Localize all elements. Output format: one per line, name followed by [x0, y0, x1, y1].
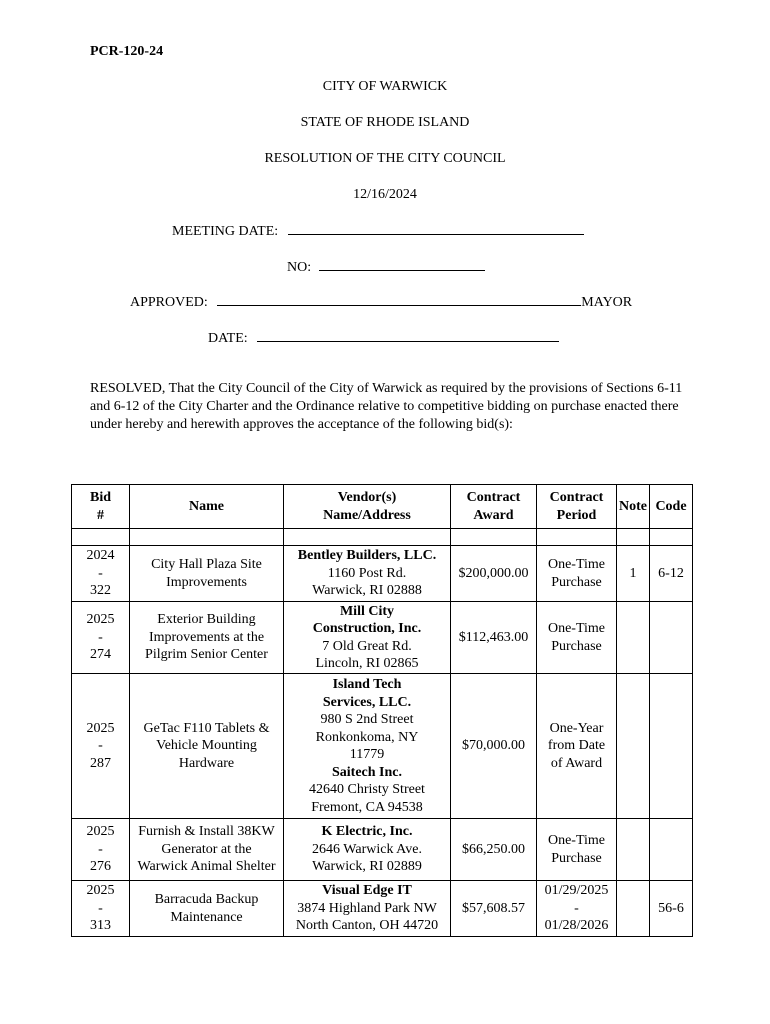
- state-heading: STATE OF RHODE ISLAND: [300, 115, 470, 130]
- contract-period: One-Time Purchase: [537, 602, 617, 674]
- note: 1: [617, 546, 650, 602]
- header-vendor: Vendor(s) Name/Address: [284, 485, 451, 529]
- bid-name: Barracuda Backup Maintenance: [130, 881, 284, 937]
- contract-period: 01/29/2025 - 01/28/2026: [537, 881, 617, 937]
- vendor-cell: K Electric, Inc. 2646 Warwick Ave. Warwick, RI 02889: [284, 819, 451, 881]
- number-blank: [319, 258, 485, 271]
- number-label: NO:: [287, 260, 312, 275]
- bid-number: 2025 - 274: [72, 602, 130, 674]
- bid-name: GeTac F110 Tablets & Vehicle Mounting Hardware: [130, 674, 284, 819]
- header-bid: Bid #: [72, 485, 130, 529]
- approved-label: APPROVED:: [130, 295, 208, 310]
- bid-number: 2025 - 276: [72, 819, 130, 881]
- note: [617, 881, 650, 937]
- contract-period: One-Time Purchase: [537, 546, 617, 602]
- contract-period: One-Time Purchase: [537, 819, 617, 881]
- contract-period: One-Year from Date of Award: [537, 674, 617, 819]
- header-code: Code: [650, 485, 693, 529]
- vendor-cell: Island Tech Services, LLC. 980 S 2nd Street Ronkonkoma, NY 11779 Saitech Inc. 42640 Christy Street Fremont, CA 94538: [284, 674, 451, 819]
- mayor-label: MAYOR: [581, 295, 633, 310]
- bid-number: 2025 - 287: [72, 674, 130, 819]
- contract-award: $200,000.00: [451, 546, 537, 602]
- city-heading: CITY OF WARWICK: [322, 79, 448, 94]
- table-row: [72, 674, 693, 819]
- contract-award: $66,250.00: [451, 819, 537, 881]
- document-id: PCR-120-24: [90, 44, 164, 59]
- note: [617, 674, 650, 819]
- bid-number: 2024 - 322: [72, 546, 130, 602]
- bids-table: [71, 484, 693, 937]
- contract-award: $112,463.00: [451, 602, 537, 674]
- vendor-cell: Visual Edge IT 3874 Highland Park NW North Canton, OH 44720: [284, 881, 451, 937]
- approved-field: [130, 293, 632, 311]
- resolution-date: 12/16/2024: [353, 187, 417, 202]
- header-name: Name: [130, 485, 284, 529]
- meeting-date-field: [172, 222, 584, 240]
- signature-date-label: DATE:: [208, 331, 248, 346]
- table-row: [72, 602, 693, 674]
- table-row: [72, 546, 693, 602]
- table-row: [72, 819, 693, 881]
- vendor-cell: Mill City Construction, Inc. 7 Old Great Rd. Lincoln, RI 02865: [284, 602, 451, 674]
- code: [650, 819, 693, 881]
- meeting-date-label: MEETING DATE:: [172, 224, 279, 239]
- note: [617, 602, 650, 674]
- table-row: [72, 881, 693, 937]
- signature-date-field: [208, 329, 559, 347]
- note: [617, 819, 650, 881]
- number-field: [287, 258, 485, 276]
- contract-award: $57,608.57: [451, 881, 537, 937]
- resolved-paragraph: RESOLVED, That the City Council of the City of Warwick as required by the provisions of Sections 6-11 and 6-12 of the City Charter and the Ordinance relative to competitive bidding on purchase enacted there under hereby and herewith approves the acceptance of the following bid(s):: [90, 381, 683, 432]
- code: 56-6: [650, 881, 693, 937]
- bid-name: City Hall Plaza Site Improvements: [130, 546, 284, 602]
- signature-date-blank: [257, 329, 559, 342]
- resolution-heading: RESOLUTION OF THE CITY COUNCIL: [264, 151, 506, 166]
- table-spacer-row: [72, 529, 693, 546]
- vendor-cell: Bentley Builders, LLC. 1160 Post Rd. Warwick, RI 02888: [284, 546, 451, 602]
- header-note: Note: [617, 485, 650, 529]
- approved-blank: [217, 293, 581, 306]
- bid-name: Exterior Building Improvements at the Pilgrim Senior Center: [130, 602, 284, 674]
- bid-number: 2025 - 313: [72, 881, 130, 937]
- code: 6-12: [650, 546, 693, 602]
- bid-name: Furnish & Install 38KW Generator at the Warwick Animal Shelter: [130, 819, 284, 881]
- contract-award: $70,000.00: [451, 674, 537, 819]
- code: [650, 602, 693, 674]
- code: [650, 674, 693, 819]
- header-award: Contract Award: [451, 485, 537, 529]
- meeting-date-blank: [288, 222, 584, 235]
- header-period: Contract Period: [537, 485, 617, 529]
- table-header-row: [72, 485, 693, 529]
